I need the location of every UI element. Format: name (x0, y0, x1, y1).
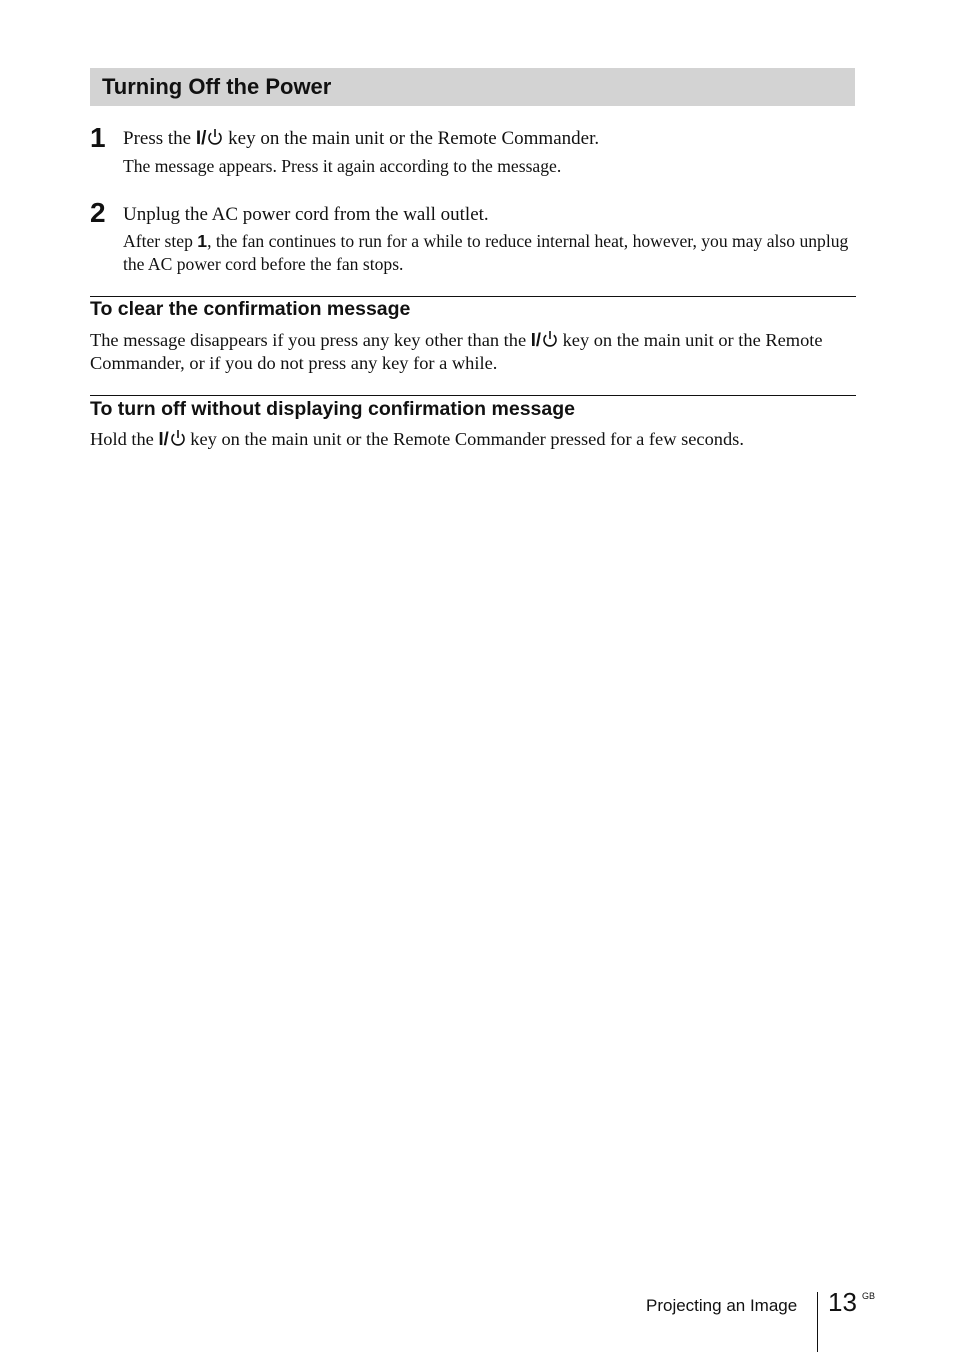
step-1-detail: The message appears. Press it again according to the message. (123, 156, 562, 176)
page-language-suffix: GB (862, 1291, 876, 1301)
power-key-glyph: I/ (196, 128, 224, 149)
turn-off-without-text: Hold the I/ key on the main unit or the Remote Commander pressed for a few seconds. (90, 428, 744, 449)
clear-confirmation-text: The message disappears if you press any key other than the I/ key on the main unit or the Remote Commander, or if you do not press any key for a while. (90, 329, 823, 373)
step-1-number: 1 (90, 122, 106, 153)
power-key-glyph: I/ (531, 329, 558, 350)
section-divider-2 (90, 395, 856, 396)
clear-confirmation-heading: To clear the confirmation message (90, 298, 411, 320)
power-standby-icon (170, 428, 186, 447)
step-1-text-before: Press the (123, 128, 196, 149)
footer-section-label: Projecting an Image (646, 1296, 798, 1315)
footer-divider (817, 1292, 818, 1352)
turn-off-without-heading: To turn off without displaying confirmation message (90, 398, 575, 420)
step-1-text-after: key on the main unit or the Remote Commander. (223, 128, 600, 149)
power-key-glyph: I/ (158, 428, 185, 449)
section-title: Turning Off the Power (102, 74, 332, 99)
step-1-instruction (123, 127, 599, 150)
power-standby-icon (542, 329, 558, 348)
section-header-bar (90, 68, 855, 106)
step-reference: 1 (197, 231, 208, 251)
power-standby-icon (207, 127, 223, 146)
page-number: 13 (828, 1287, 857, 1317)
step-2-number: 2 (90, 197, 106, 228)
step-2-instruction: Unplug the AC power cord from the wall outlet. (123, 204, 489, 225)
step-2-detail: After step 1, the fan continues to run for a while to reduce internal heat, however, you may also unplug the AC power cord before the fan stops. (123, 231, 849, 274)
